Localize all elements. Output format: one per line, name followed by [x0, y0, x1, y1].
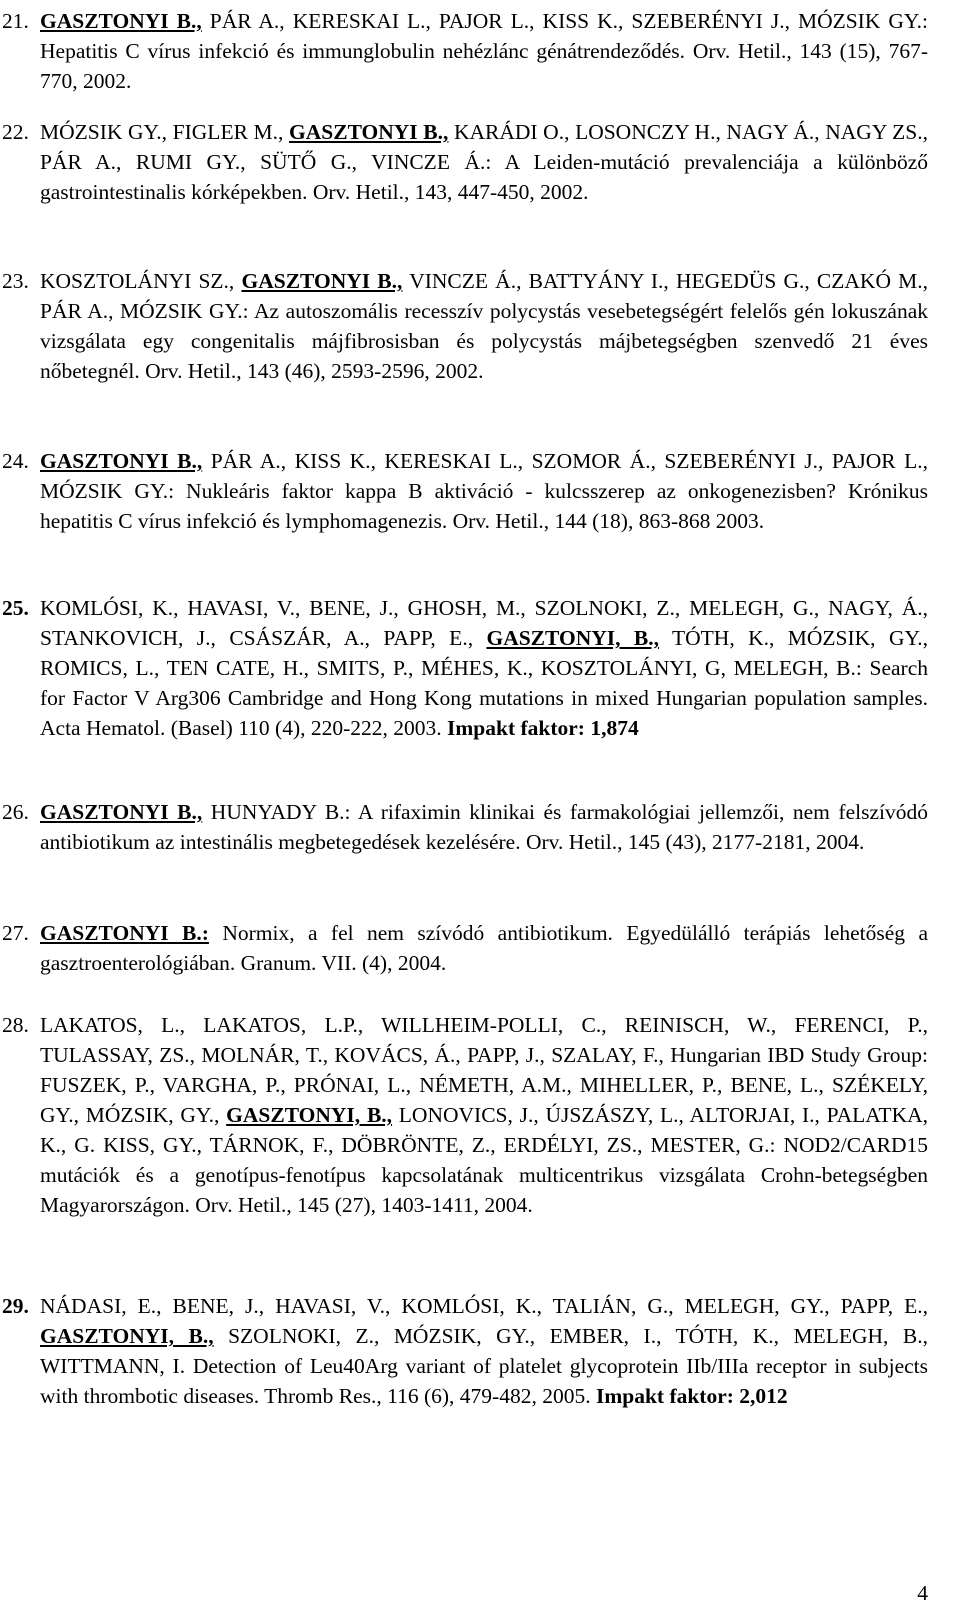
author-highlight: GASZTONYI B.: — [40, 921, 209, 945]
author-highlight: GASZTONYI B., — [289, 120, 449, 144]
reference-number: 22. — [2, 120, 29, 144]
author-highlight: GASZTONYI, B., — [226, 1103, 393, 1127]
author-highlight: GASZTONYI, B., — [40, 1324, 214, 1348]
reference-text-segment: TÓTH, K., MÓZSIK, GY., ROMICS, L., TEN CATE, H., SMITS, P., MÉHES, K., KOSZTOLÁNYI, G, MELEGH, B.: Search for Factor V Arg306 Cambridge and Hong Kong mutations in mixed Hungarian population samples. Acta Hematol. (Basel) 110 (4), 220-222, 2003. — [40, 626, 928, 740]
reference-text — [40, 6, 928, 96]
reference-number: 21. — [2, 9, 29, 33]
reference-text-segment: KOMLÓSI, K., HAVASI, V., BENE, J., GHOSH, M., SZOLNOKI, Z., MELEGH, G., NAGY, Á., STANKOVICH, J., CSÁSZÁR, A., PAPP, E., — [40, 596, 928, 650]
reference-text-segment: PÁR A., KERESKAI L., PAJOR L., KISS K., SZEBERÉNYI J., MÓZSIK GY.: Hepatitis C vírus infekció és immunglobulin nehézlánc génátrendeződés. Orv. Hetil., 143 (15), 767-770, 2002. — [40, 9, 929, 93]
reference-number: 29. — [2, 1294, 29, 1318]
reference-text-segment: MÓZSIK GY., FIGLER M., — [40, 120, 290, 144]
reference-text-segment: KOSZTOLÁNYI SZ., — [40, 269, 242, 293]
reference-text-segment: LONOVICS, J., ÚJSZÁSZY, L., ALTORJAI, I., PALATKA, K., G. KISS, GY., TÁRNOK, F., DÖBRÖNTE, Z., ERDÉLYI, ZS., MESTER, G.: NOD2/CARD15 mutációk és a genotípus-fenotípus kapcsolatának multicentrikus vizsgálata Crohn-betegségben Magyarországon. Orv. Hetil., 145 (27), 1403-1411, 2004. — [40, 1103, 928, 1217]
reference-text-segment: LAKATOS, L., LAKATOS, L.P., WILLHEIM-POLLI, C., REINISCH, W., FERENCI, P., TULASSAY, ZS., MOLNÁR, T., KOVÁCS, Á., PAPP, J., SZALAY, F., Hungarian IBD Study Group: FUSZEK, P., VARGHA, P., PRÓNAI, L., NÉMETH, A.M., MIHELLER, P., BENE, L., SZÉKELY, GY., MÓZSIK, GY., — [40, 1013, 928, 1127]
reference-text-segment: PÁR A., KISS K., KERESKAI L., SZOMOR Á., SZEBERÉNYI J., PAJOR L., MÓZSIK GY.: Nukleáris faktor kappa B aktiváció - kulcsszerep az onkogenezisben? Krónikus hepatitis C vírus infekció és lymphomagenezis. Orv. Hetil., 144 (18), 863-868 2003. — [40, 449, 928, 533]
reference-number: 26. — [2, 800, 29, 824]
reference-text-segment: Normix, a fel nem szívódó antibiotikum. Egyedülálló terápiás lehetőség a gasztroenterológiában. Granum. VII. (4), 2004. — [40, 921, 928, 975]
reference-text — [40, 918, 928, 978]
reference-number: 24. — [2, 449, 29, 473]
author-highlight: GASZTONYI, B., — [486, 626, 659, 650]
author-highlight: GASZTONYI B., — [40, 800, 203, 824]
page-number: 4 — [917, 1581, 928, 1605]
reference-text — [40, 266, 928, 386]
reference-text-segment: SZOLNOKI, Z., MÓZSIK, GY., EMBER, I., TÓTH, K., MELEGH, B., WITTMANN, I. Detection of Leu40Arg variant of platelet glycoprotein IIb/IIIa receptor in subjects with thrombotic diseases. Thromb Res., 116 (6), 479-482, 2005. — [40, 1324, 929, 1408]
reference-text-segment: VINCZE Á., BATTYÁNY I., HEGEDÜS G., CZAKÓ M., PÁR A., MÓZSIK GY.: Az autoszomális recesszív polycystás vesebetegségért felelős gén lokuszának vizsgálata egy congenitalis májfibrosisban és polycystás májbetegségben szenvedő 21 éves nőbetegnél. Orv. Hetil., 143 (46), 2593-2596, 2002. — [40, 269, 929, 383]
reference-text — [40, 1010, 928, 1220]
reference-number: 28. — [2, 1013, 29, 1037]
impact-factor: Impakt faktor: 1,874 — [447, 716, 639, 740]
reference-text — [40, 446, 928, 536]
impact-factor: Impakt faktor: 2,012 — [595, 1384, 788, 1408]
reference-text — [40, 593, 928, 743]
reference-text — [40, 1291, 928, 1411]
reference-text-segment: HUNYADY B.: A rifaximin klinikai és farmakológiai jellemzői, nem felszívódó antibiotikum az intestinális megbetegedések kezelésére. Orv. Hetil., 145 (43), 2177-2181, 2004. — [40, 800, 928, 854]
reference-text — [40, 117, 928, 207]
reference-text — [40, 797, 928, 857]
author-highlight: GASZTONYI B., — [40, 449, 203, 473]
reference-number: 25. — [2, 596, 29, 620]
reference-number: 27. — [2, 921, 29, 945]
reference-text-segment: NÁDASI, E., BENE, J., HAVASI, V., KOMLÓSI, K., TALIÁN, G., MELEGH, GY., PAPP, E., — [40, 1294, 928, 1318]
author-highlight: GASZTONYI B., — [40, 9, 202, 33]
reference-text-segment: KARÁDI O., LOSONCZY H., NAGY Á., NAGY ZS., PÁR A., RUMI GY., SÜTŐ G., VINCZE Á.: A Leiden-mutáció prevalenciája a különböző gastrointestinalis kórképekben. Orv. Hetil., 143, 447-450, 2002. — [40, 120, 928, 204]
reference-number: 23. — [2, 269, 29, 293]
author-highlight: GASZTONYI B., — [241, 269, 403, 293]
